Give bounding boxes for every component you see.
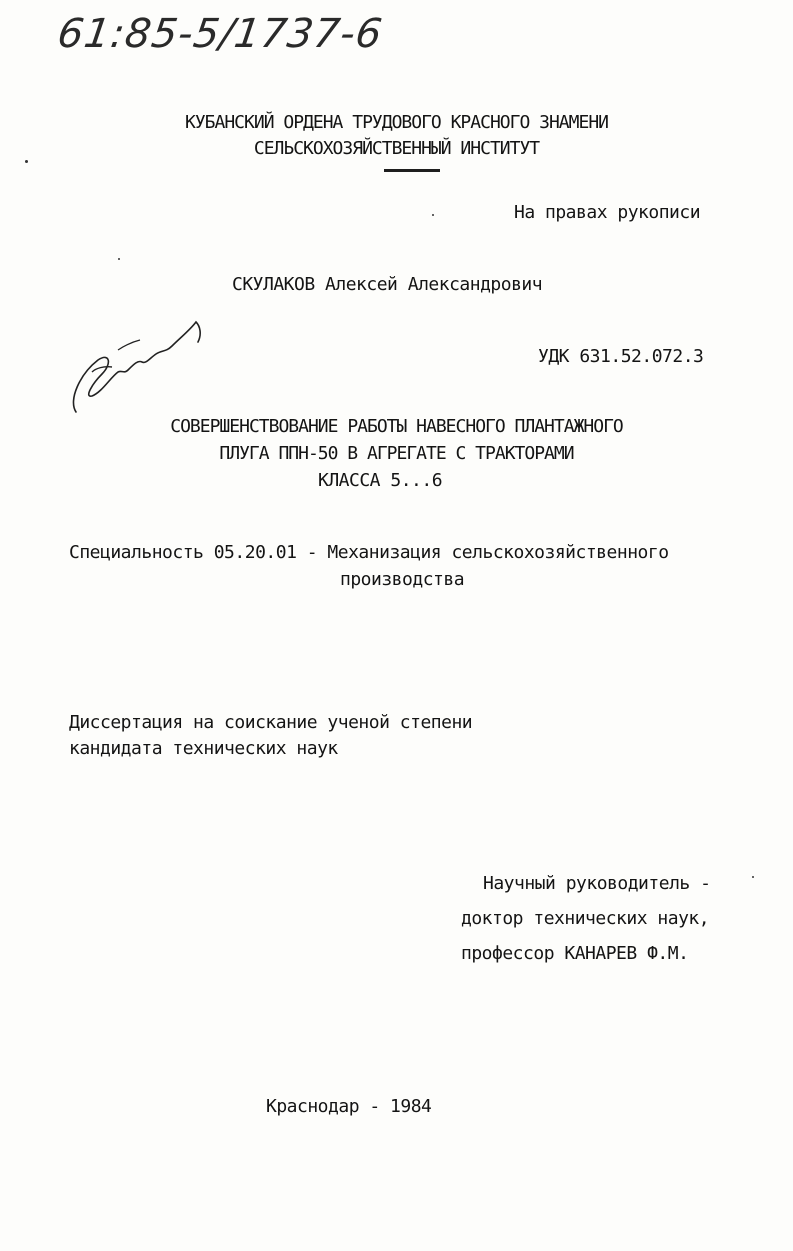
udc-code: УДК 631.52.072.3 bbox=[538, 346, 704, 367]
scan-speck bbox=[118, 258, 120, 260]
signature bbox=[62, 312, 212, 422]
title-line-2: ПЛУГА ППН-50 В АГРЕГАТЕ С ТРАКТОРАМИ bbox=[219, 443, 574, 464]
archive-number: 61:85-5/1737-6 bbox=[54, 11, 386, 57]
place-year: Краснодар - 1984 bbox=[266, 1096, 432, 1117]
scan-speck bbox=[752, 876, 754, 878]
header-underline bbox=[384, 169, 440, 172]
supervisor-line-2: доктор технических наук, bbox=[461, 908, 710, 929]
title-line-1: СОВЕРШЕНСТВОВАНИЕ РАБОТЫ НАВЕСНОГО ПЛАНТАЖНОГО bbox=[170, 416, 623, 437]
supervisor-line-3: профессор КАНАРЕВ Ф.М. bbox=[461, 943, 689, 964]
specialty-line-1: Специальность 05.20.01 - Механизация сельскохозяйственного bbox=[69, 542, 669, 563]
scan-speck bbox=[432, 214, 434, 216]
institution-line-1: КУБАНСКИЙ ОРДЕНА ТРУДОВОГО КРАСНОГО ЗНАМЕНИ bbox=[185, 112, 608, 133]
dissertation-line-2: кандидата технических наук bbox=[69, 738, 338, 759]
specialty-line-2: производства bbox=[340, 569, 465, 590]
supervisor-line-1: Научный руководитель - bbox=[483, 873, 711, 894]
author-name: СКУЛАКОВ Алексей Александрович bbox=[232, 274, 543, 295]
scan-speck bbox=[25, 160, 28, 163]
manuscript-note: На правах рукописи bbox=[514, 202, 701, 223]
title-line-3: КЛАССА 5...6 bbox=[318, 470, 443, 491]
dissertation-line-1: Диссертация на соискание ученой степени bbox=[69, 712, 473, 733]
institution-line-2: СЕЛЬСКОХОЗЯЙСТВЕННЫЙ ИНСТИТУТ bbox=[253, 138, 540, 159]
